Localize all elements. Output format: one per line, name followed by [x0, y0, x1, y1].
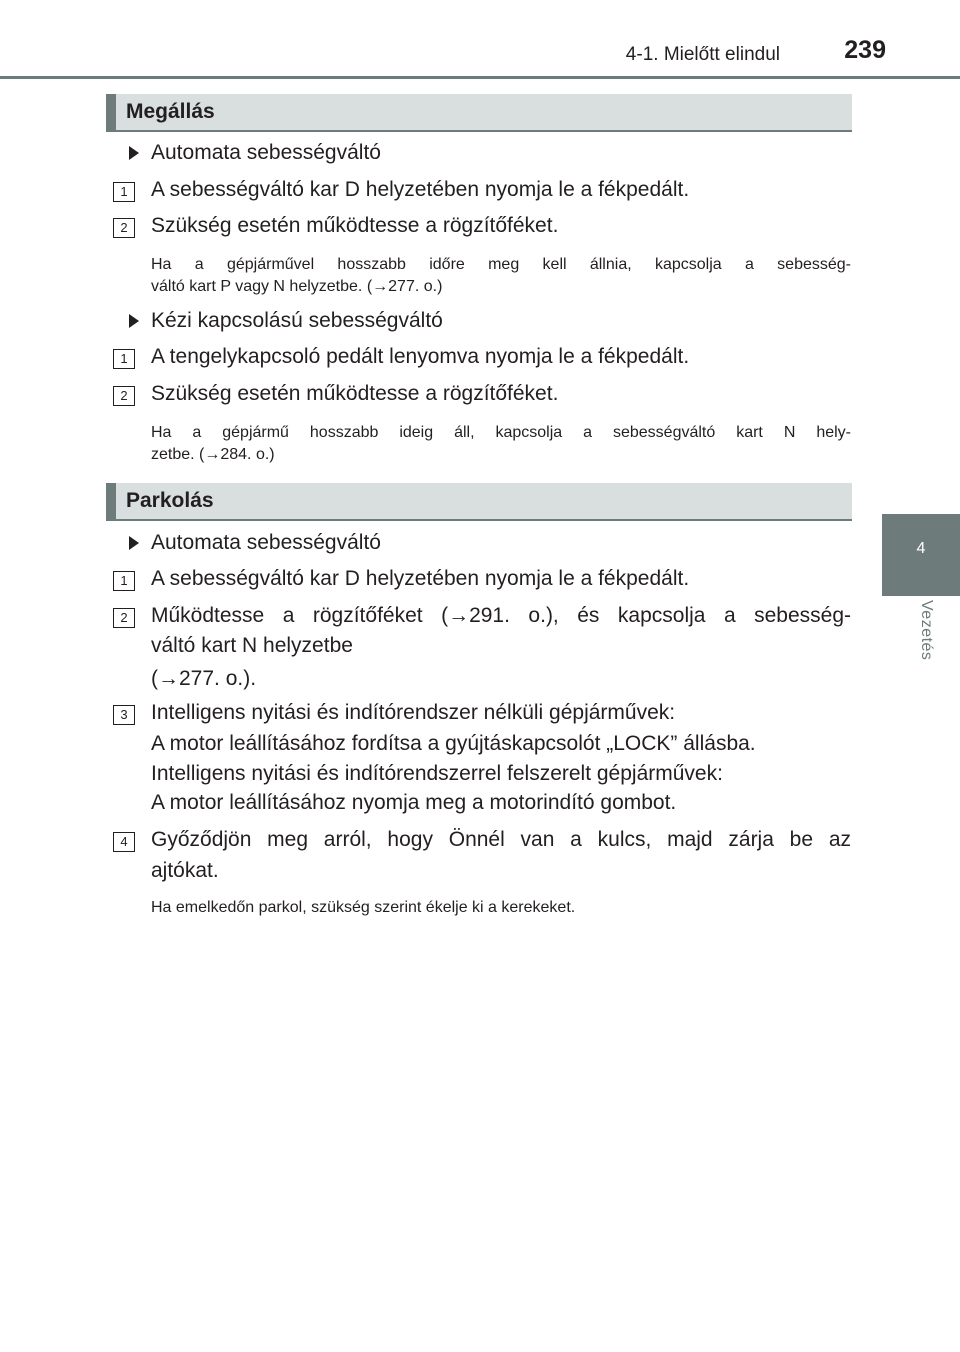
step-text: A tengelykapcsoló pedált lenyomva nyomja le a fékpedált. [151, 345, 690, 368]
step-text: A sebességváltó kar D helyzetében nyomja le a fékpedált. [151, 178, 690, 201]
step-number: 1 [113, 571, 135, 591]
bullet-triangle-icon [129, 536, 139, 550]
section-title: Megállás [126, 100, 215, 123]
step-number: 1 [113, 182, 135, 202]
group-heading: Kézi kapcsolású sebességváltó [151, 309, 443, 332]
step-number: 3 [113, 705, 135, 725]
step-text: Intelligens nyitási és indítórendszer nélküli gépjárművek: [151, 701, 676, 724]
section-heading-bar [106, 94, 116, 130]
section-title: Parkolás [126, 489, 214, 512]
step-number: 2 [113, 608, 135, 628]
step-text: A motor leállításához nyomja meg a motorindító gombot. [151, 791, 677, 814]
step-number: 2 [113, 386, 135, 406]
chapter-number: 4 [916, 540, 926, 557]
step-text: váltó kart N helyzetbe [151, 634, 353, 657]
note-text: Ha a gépjárművel hosszabb időre meg kell állnia, kapcsolja a sebesség- [151, 256, 851, 273]
note-text: Ha emelkedőn parkol, szükség szerint ékelje ki a kerekeket. [151, 899, 576, 916]
header-rule [0, 76, 960, 79]
step-text: Működtesse a rögzítőféket (→291. o.), és kapcsolja a sebesség- [151, 604, 851, 627]
note-text: zetbe. (→284. o.) [151, 446, 275, 463]
group-heading: Automata sebességváltó [151, 531, 381, 554]
step-text: Szükség esetén működtesse a rögzítőféket. [151, 382, 559, 405]
step-number: 1 [113, 349, 135, 369]
step-text: A sebességváltó kar D helyzetében nyomja le a fékpedált. [151, 567, 690, 590]
step-number: 4 [113, 832, 135, 852]
page-header [0, 0, 960, 80]
section-heading-parking [106, 483, 852, 521]
chapter-tab [882, 514, 960, 596]
page-number: 239 [844, 36, 886, 64]
step-text: (→277. o.). [151, 667, 257, 690]
chapter-label: Vezetés [918, 600, 935, 661]
group-heading: Automata sebességváltó [151, 141, 381, 164]
step-text: A motor leállításához fordítsa a gyújtáskapcsolót „LOCK” állásba. [151, 732, 756, 755]
step-number: 2 [113, 218, 135, 238]
section-heading-stopping [106, 94, 852, 132]
note-text: Ha a gépjármű hosszabb ideig áll, kapcsolja a sebességváltó kart N hely- [151, 424, 851, 441]
step-text: Intelligens nyitási és indítórendszerrel felszerelt gépjárművek: [151, 762, 723, 785]
note-text: váltó kart P vagy N helyzetbe. (→277. o.) [151, 278, 443, 295]
step-text: ajtókat. [151, 859, 219, 882]
step-text: Győződjön meg arról, hogy Önnél van a kulcs, majd zárja be az [151, 828, 851, 851]
step-text: Szükség esetén működtesse a rögzítőféket. [151, 214, 559, 237]
header-section-title: 4-1. Mielőtt elindul [625, 44, 780, 65]
bullet-triangle-icon [129, 314, 139, 328]
section-heading-bar [106, 483, 116, 519]
bullet-triangle-icon [129, 146, 139, 160]
